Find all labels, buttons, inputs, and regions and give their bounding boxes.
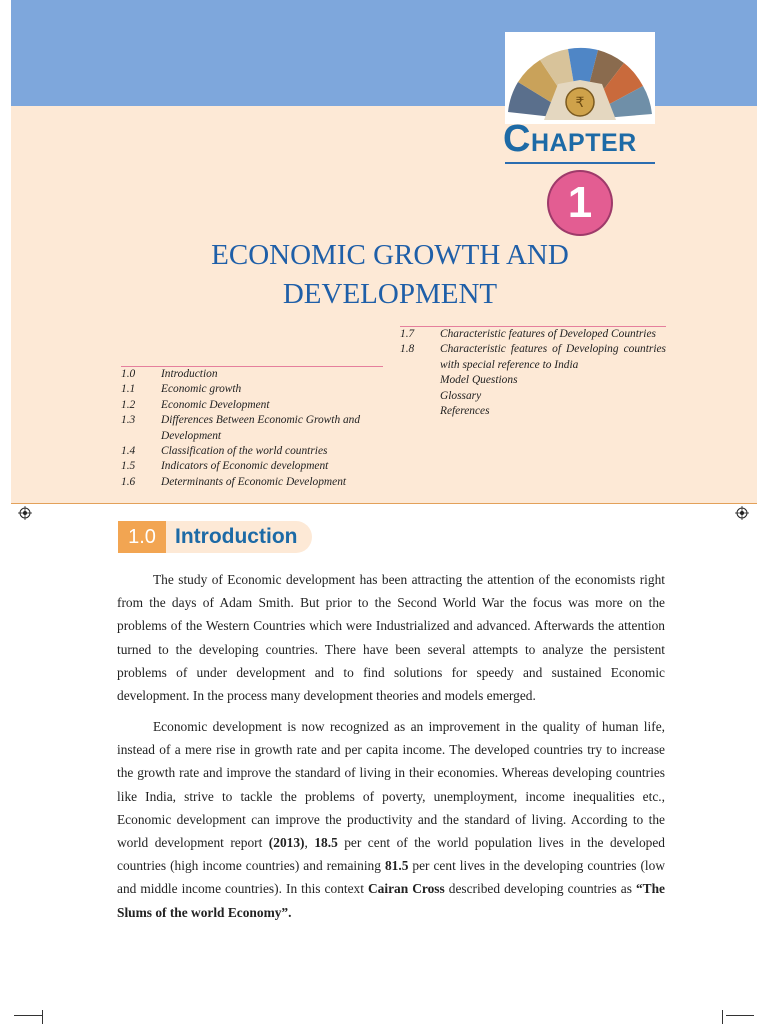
toc-item [121,444,383,459]
developed-percent: 18.5 [314,835,338,851]
toc-item-number: 1.5 [121,460,136,473]
toc-item-text: Differences Between Economic Growth and Development [161,414,361,442]
report-year: (2013) [268,835,305,851]
text-run: described developing countries as [444,881,636,897]
svg-text:₹: ₹ [575,95,585,111]
toc-item [121,382,383,397]
chapter-illustration [505,32,655,124]
toc-item-number [400,373,440,388]
toc-item-number: 1.6 [121,475,136,488]
toc-item-number: 1.8 [400,343,415,356]
toc-item-number: 1.7 [400,328,415,340]
toc-item-number: 1.1 [121,383,136,396]
text-run: , [304,835,315,851]
chapter-title: ECONOMIC GROWTH AND DEVELOPMENT [211,239,569,310]
chapter-label-initial: C [503,118,531,160]
toc-item-number: 1.0 [121,368,136,380]
chapter-underline [505,162,655,164]
toc-item [121,398,383,413]
toc-item-text: Determinants of Economic Development [161,475,347,488]
toc-item-text: Model Questions [440,374,518,387]
text-run: Economic development is now recognized as an improvement in the quality of human life, instead of a mere rise in growth rate and per capita income. The developed countries try to increase the growth rate and improve the standard of living in their economies. Whereas developing countries like India, strive to tackle the problems of poverty, unemployment, income inequalities etc., Economic development can improve the productivity and the standard of living. According to the world development report [117,719,665,851]
crop-mark [42,1010,43,1024]
chapter-label [503,118,657,161]
toc-item-text: Glossary [440,389,482,402]
toc-item-text: Introduction [161,368,218,380]
crop-mark [726,1015,754,1016]
toc-item-text: Classification of the world countries [161,445,328,458]
toc-item-text: References [440,405,490,418]
toc-item [400,404,666,419]
chapter-label-rest: HAPTER [530,129,637,157]
toc-right [400,326,666,419]
text-run: per cent lives in the developing countries (low and middle income countries). In this context [117,858,665,897]
toc-item [121,475,383,490]
developing-percent: 81.5 [384,858,409,874]
paragraph-2 [117,715,665,924]
crop-mark [14,1015,42,1016]
toc-item-text: Economic Development [161,398,270,411]
toc-item-number [400,389,440,404]
section-number: 1.0 [118,521,166,553]
registration-mark-icon [18,506,32,520]
toc-item-text: Characteristic features of Developing countries with special reference to India [440,343,666,371]
text-run: per cent of the world population lives in the developed countries (high income countries) and remaining [117,835,666,874]
registration-mark-icon [735,506,749,520]
toc-item-text: Indicators of Economic development [161,460,329,473]
toc-item [121,459,383,474]
toc-item-text: Characteristic features of Developed Countries [440,328,656,340]
toc-item [400,327,666,342]
author-name: Cairan Cross [368,881,445,897]
toc-item [121,367,383,382]
toc-item-number [400,404,440,419]
toc-item-number: 1.4 [121,445,136,458]
toc-item-number: 1.2 [121,398,136,411]
crop-mark [722,1010,723,1024]
toc-item-text: Economic growth [161,383,242,396]
section-title: Introduction [175,525,298,548]
toc-item [400,389,666,404]
toc-item [400,373,666,388]
toc-left [121,366,383,490]
paragraph-1: The study of Economic development has been attracting the attention of the economists right from the days of Adam Smith. But prior to the Second World War the focus was more on the problems of the Western Countries which were Industrialized and advanced. Afterwards the attention turned to the developing countries. There have been several attempts to analyze the persistent problems of under development and to find solutions for speedy and sustained Economic development. In the process many development theories and models emerged. [117,572,665,704]
toc-item [400,342,666,373]
quote: “The Slums of the world Economy”. [117,881,665,920]
toc-item-number: 1.3 [121,414,136,427]
chapter-number-badge: 1 [549,172,611,234]
toc-item [121,413,383,444]
